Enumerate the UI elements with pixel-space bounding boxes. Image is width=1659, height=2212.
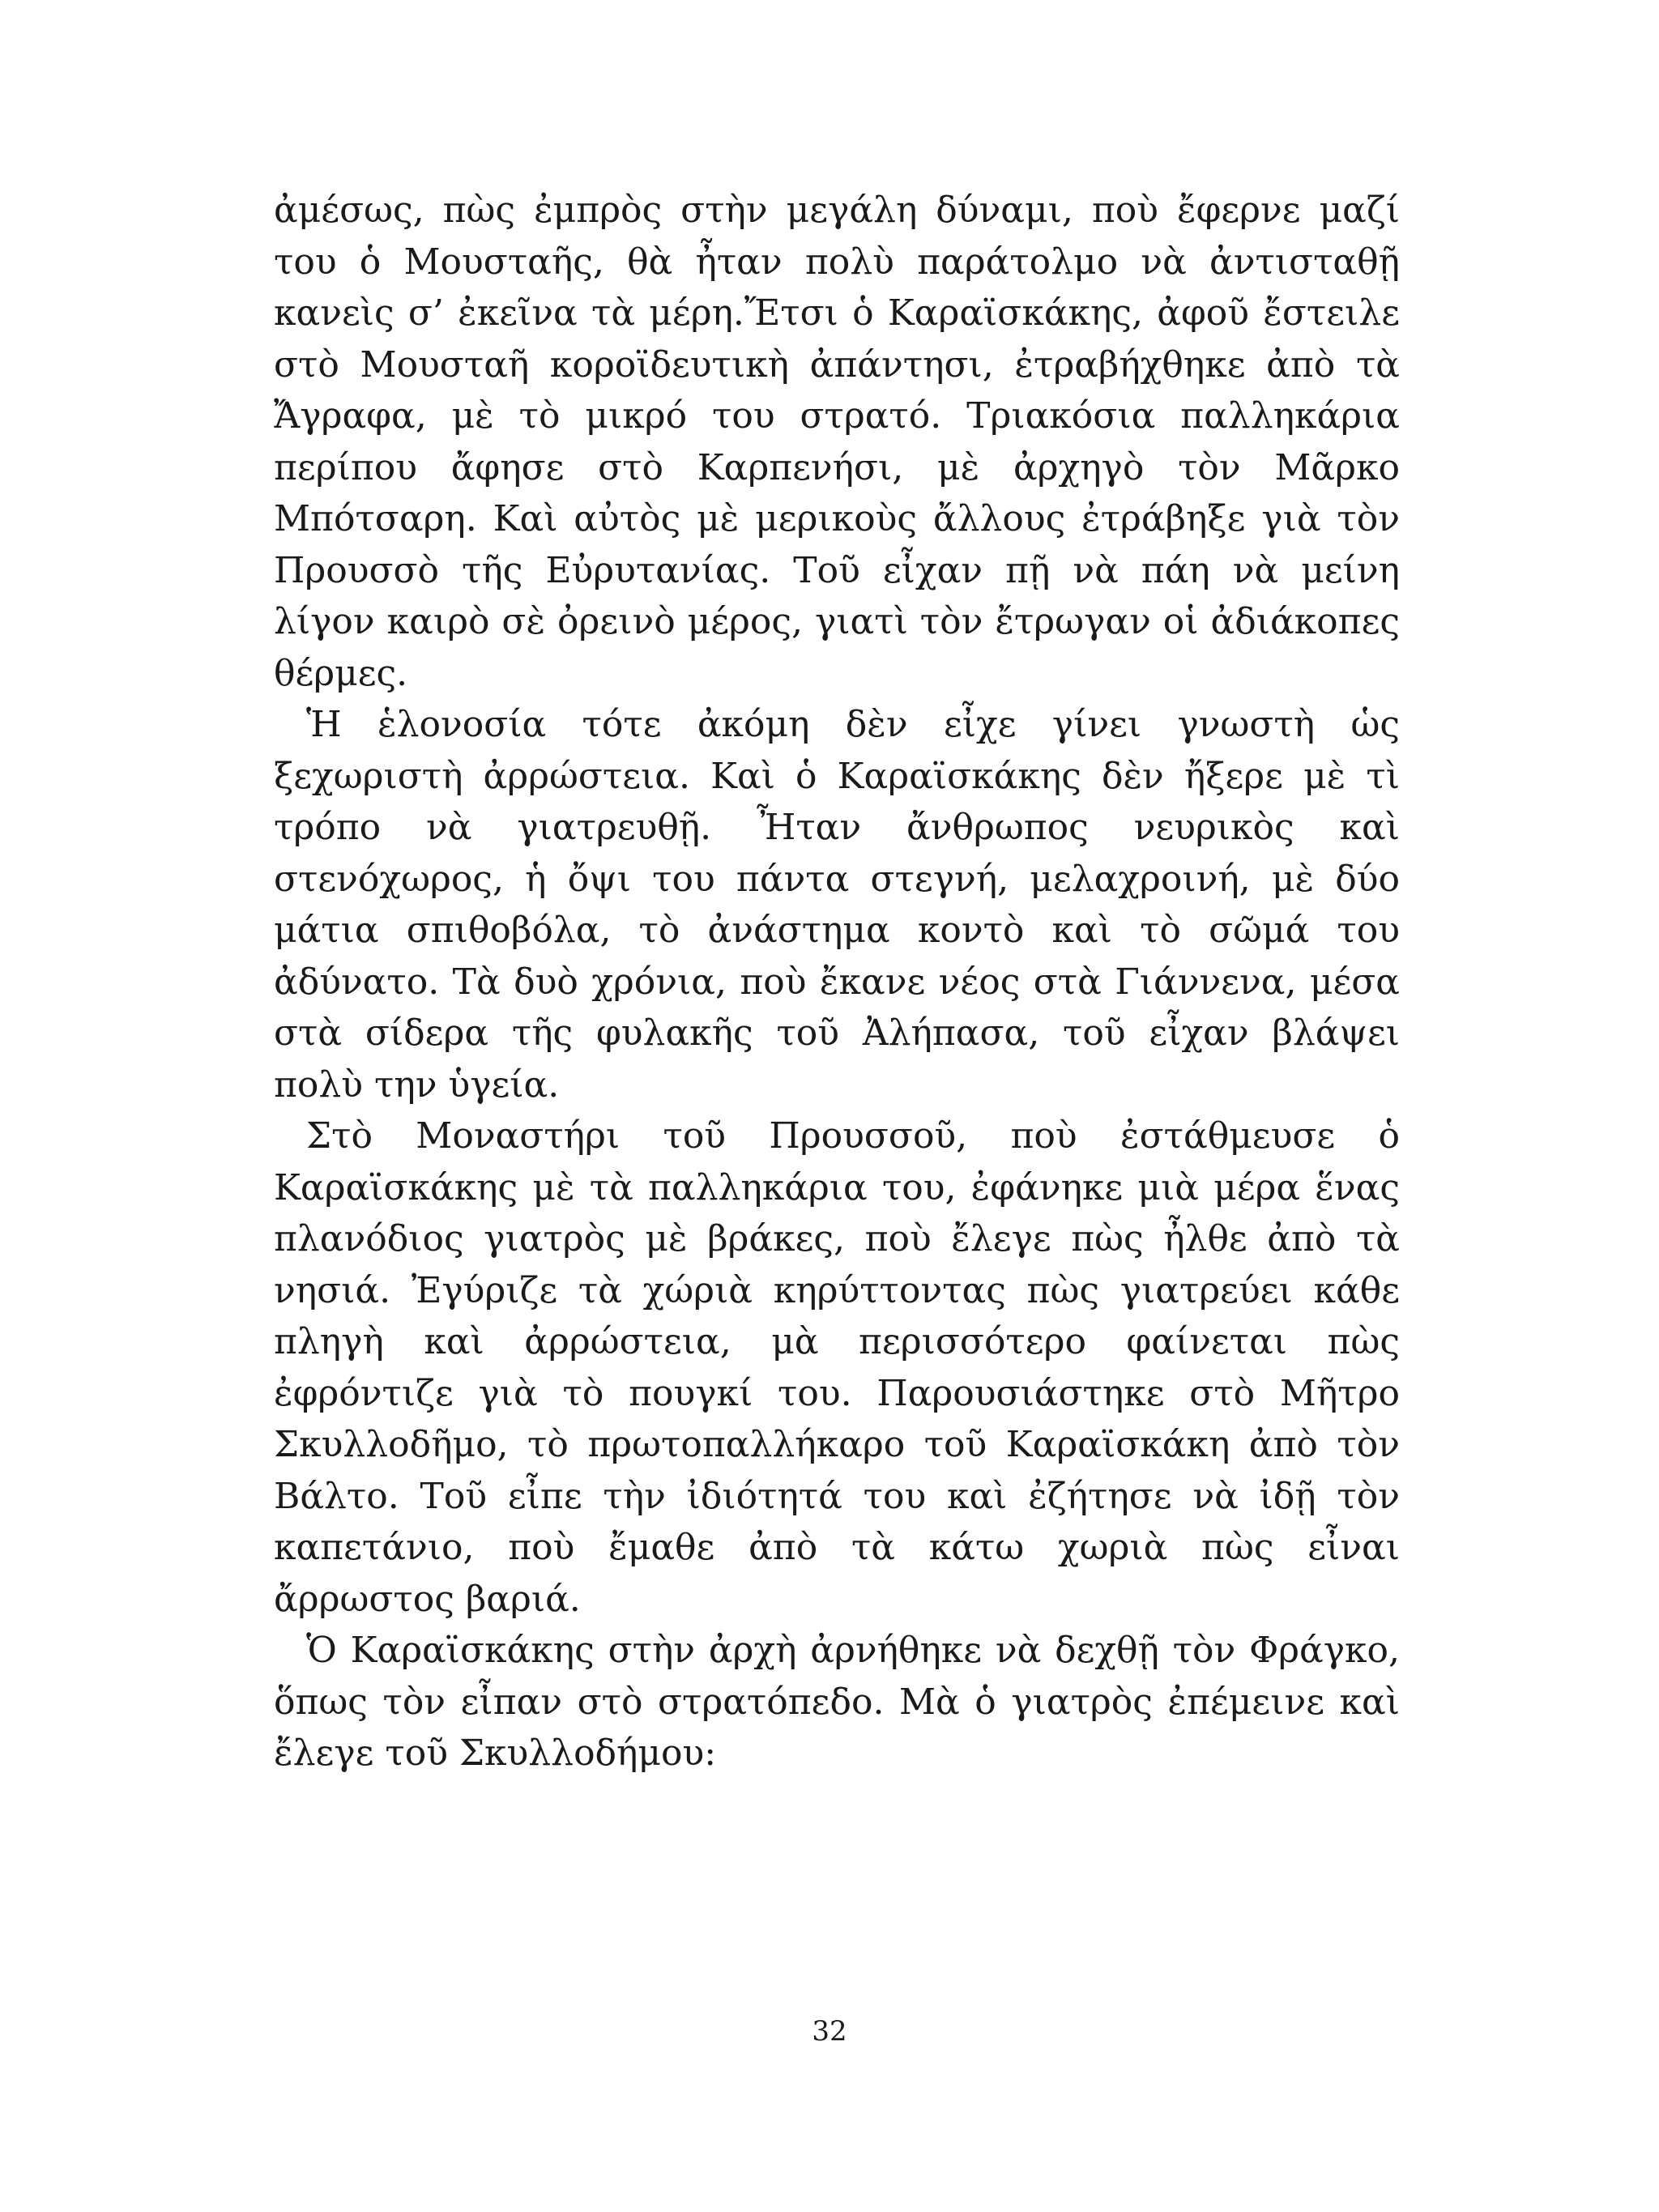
paragraph-2: Ἡ ἑλονοσία τότε ἀκόμη δὲν εἶχε γίνει γνωστὴ ὡς ξεχωριστὴ ἀρρώστεια. Καὶ ὁ Καραϊσκάκης δὲν ἤξερε μὲ τὶ τρόπο νὰ γιατρευθῇ. Ἦταν ἄνθρωπος νευρικὸς καὶ στενόχωρος, ἡ ὄψι του πάντα στεγνή, μελαχροινή, μὲ δύο μάτια σπιθοβόλα, τὸ ἀνάστημα κοντὸ καὶ τὸ σῶμά του ἀδύνατο. Τὰ δυὸ χρόνια, ποὺ ἔκανε νέος στὰ Γιάννενα, μέσα στὰ σίδερα τῆς φυλακῆς τοῦ Ἀλήπασα, τοῦ εἶχαν βλάψει πολὺ την ὑγεία.	[274, 704, 1400, 1106]
paragraph-1: ἀμέσως, πὼς ἐμπρὸς στὴν μεγάλη δύναμι, ποὺ ἔφερνε μαζί του ὁ Μουσταῆς, θὰ ἦταν πολὺ παράτολμο νὰ ἀντισταθῇ κανεὶς σ’ ἐκεῖνα τὰ μέρη.Ἔτσι ὁ Καραϊσκάκης, ἀφοῦ ἔστειλε στὸ Μουσταῆ κοροϊδευτικὴ ἀπάντησι, ἐτραβήχθηκε ἀπὸ τὰ Ἄγραφα, μὲ τὸ μικρό του στρατό. Τριακόσια παλληκάρια περίπου ἄφησε στὸ Καρπενήσι, μὲ ἀρχηγὸ τὸν Μᾶρκο Μπότσαρη. Καὶ αὐτὸς μὲ μερικοὺς ἄλλους ἐτράβηξε γιὰ τὸν Προυσσὸ τῆς Εὐρυτανίας. Τοῦ εἶχαν πῇ νὰ πάη νὰ μείνη λίγον καιρὸ σὲ ὀρεινὸ μέρος, γιατὶ τὸν ἔτρωγαν οἱ ἀδιάκοπες θέρμες.	[274, 190, 1400, 694]
paragraph-3: Στὸ Μοναστήρι τοῦ Προυσσοῦ, ποὺ ἐστάθμευσε ὁ Καραϊσκάκης μὲ τὰ παλληκάρια του, ἐφάνηκε μιὰ μέρα ἕνας πλανόδιος γιατρὸς μὲ βράκες, ποὺ ἔλεγε πὼς ἦλθε ἀπὸ τὰ νησιά. Ἐγύριζε τὰ χώριὰ κηρύττοντας πὼς γιατρεύει κάθε πληγὴ καὶ ἀρρώστεια, μὰ περισσότερο φαίνεται πὼς ἐφρόντιζε γιὰ τὸ πουγκί του. Παρουσιάστηκε στὸ Μῆτρο Σκυλλοδῆμο, τὸ πρωτοπαλλήκαρο τοῦ Καραϊσκάκη ἀπὸ τὸν Βάλτο. Τοῦ εἶπε τὴν ἰδιότητά του καὶ ἐζήτησε νὰ ἰδῇ τὸν καπετάνιο, ποὺ ἔμαθε ἀπὸ τὰ κάτω χωριὰ πὼς εἶναι ἄρρωστος βαριά.	[274, 1115, 1400, 1620]
body-text	[274, 185, 1400, 1779]
page-number: 32	[812, 2015, 847, 2048]
paragraph-4: Ὁ Καραϊσκάκης στὴν ἀρχὴ ἀρνήθηκε νὰ δεχθῇ τὸν Φράγκο, ὅπως τὸν εἶπαν στὸ στρατόπεδο. Μὰ ὁ γιατρὸς ἐπέμεινε καὶ ἔλεγε τοῦ Σκυλλοδήμου:	[274, 1630, 1400, 1774]
